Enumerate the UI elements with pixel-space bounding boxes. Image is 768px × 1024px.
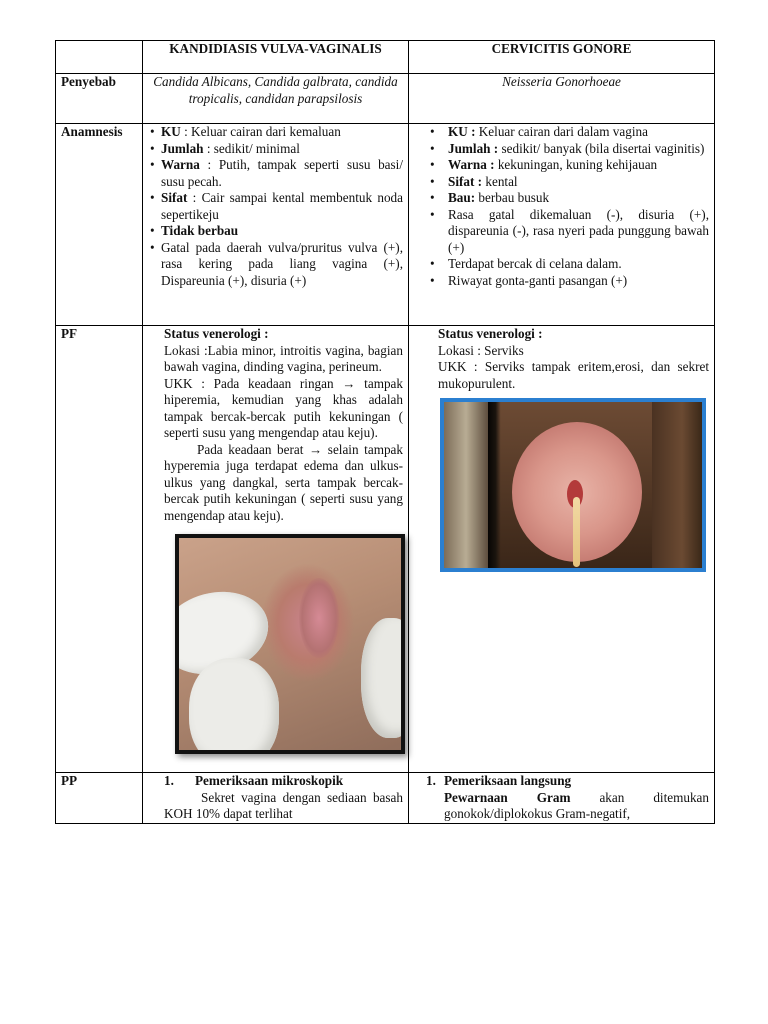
pf-cervicitis (409, 326, 715, 773)
anamnesis-item (148, 190, 403, 223)
label-anamnesis: Anamnesis (56, 124, 143, 326)
skin-lesion-shape (299, 578, 339, 658)
anamnesis-item-key: Sifat : (448, 173, 483, 189)
label-pf: PF (56, 326, 143, 773)
anamnesis-item (414, 157, 709, 174)
anamnesis-item (148, 157, 403, 190)
comparison-table (55, 40, 715, 824)
anamnesis-item (148, 141, 403, 158)
pf-kandidiasis-ukk-berat: Pada keadaan berat → selain tampak hyperemia juga terdapat edema dan ulkus-ulkus yang dangkal, serta tampak bercak-bercak putih kekuningan ( seperti susu yang mengendap atau keju). (164, 441, 403, 523)
anamnesis-item-key: Warna : (448, 157, 495, 172)
mucopurulent-discharge-shape (573, 497, 580, 567)
label-penyebab: Penyebab (56, 74, 143, 124)
anamnesis-item-key: Sifat (161, 190, 188, 205)
glove-shape (189, 658, 279, 754)
anamnesis-item-key: Tidak berbau (161, 223, 239, 238)
row-pf (56, 326, 715, 773)
anamnesis-item-text: : Cair sampai kental membentuk noda sepertikeju (161, 190, 403, 222)
anamnesis-item (414, 207, 709, 257)
anamnesis-item-key: Jumlah (161, 140, 204, 156)
pf-kandidiasis (143, 326, 409, 773)
pp-kandidiasis (143, 773, 409, 824)
anamnesis-item-text: kental (482, 173, 518, 189)
anamnesis-item (414, 124, 709, 141)
anamnesis-item-key: Jumlah : (448, 140, 499, 156)
pf-kandidiasis-title: Status venerologi : (164, 326, 269, 341)
glove-shape (361, 618, 405, 738)
header-empty-cell (56, 41, 143, 74)
penyebab-kandidiasis: Candida Albicans, Candida galbrata, candida tropicalis, candidan parapsilosis (143, 74, 409, 124)
anamnesis-item-text: : sedikit/ minimal (203, 140, 300, 156)
label-pp: PP (56, 773, 143, 824)
penyebab-cervicitis: Neisseria Gonorhoeae (409, 74, 715, 124)
anamnesis-item-key: Bau: (448, 190, 476, 205)
anamnesis-item-text: sedikit/ banyak (bila disertai vaginitis) (498, 140, 705, 156)
cervicitis-clinical-photo (440, 398, 706, 572)
pf-kandidiasis-lokasi: Lokasi :Labia minor, introitis vagina, bagian bawah vagina, dinding vagina, perineum. (164, 342, 403, 374)
anamnesis-item (414, 256, 709, 273)
anamnesis-item (148, 240, 403, 290)
row-pp (56, 773, 715, 824)
anamnesis-item (414, 174, 709, 191)
anamnesis-item (148, 124, 403, 141)
anamnesis-item-text: Gatal pada daerah vulva/pruritus vulva (+), rasa kering pada liang vagina (+), Dispareunia (+), disuria (+) (161, 239, 403, 288)
pp-cervicitis (409, 773, 715, 824)
speculum-shape (444, 402, 488, 568)
anamnesis-item (414, 190, 709, 207)
anamnesis-item-key: KU : (448, 124, 476, 139)
pf-cervicitis-title: Status venerologi : (438, 326, 543, 341)
anamnesis-item (148, 223, 403, 240)
pf-kandidiasis-ukk-ringan: UKK : Pada keadaan ringan → tampak hiperemia, kemudian yang khas adalah tampak bercak-bercak putih kekuningan ( seperti susu yang mengendap atau keju). (164, 375, 403, 440)
anamnesis-kandidiasis-list (148, 124, 403, 289)
anamnesis-item-text: : Keluar cairan dari kemaluan (180, 124, 341, 139)
anamnesis-kandidiasis (143, 124, 409, 326)
pf-cervicitis-lokasi: Lokasi : Serviks (438, 342, 524, 358)
anamnesis-item-text: Terdapat bercak di celana dalam. (448, 256, 622, 271)
header-cervicitis: CERVICITIS GONORE (409, 41, 715, 74)
anamnesis-item-text: berbau busuk (475, 190, 550, 205)
anamnesis-item-text: Rasa gatal dikemaluan (-), disuria (+), dispareunia (-), rasa nyeri pada punggung bawah (+) (448, 206, 709, 255)
pp-cervicitis-title: Pemeriksaan langsung (444, 773, 572, 788)
anamnesis-item-text: Keluar cairan dari dalam vagina (475, 124, 648, 139)
anamnesis-item-key: Warna (161, 157, 200, 172)
pp-cervicitis-subtitle: Pewarnaan Gram (444, 789, 571, 805)
anamnesis-item-text: : Putih, tampak seperti susu basi/ susu pecah. (161, 157, 403, 189)
row-penyebab (56, 74, 715, 124)
pp-cervicitis-number: 1. (426, 773, 436, 788)
header-row (56, 41, 715, 74)
pp-kandidiasis-number: 1. (164, 773, 174, 788)
anamnesis-item (414, 141, 709, 158)
anamnesis-cervicitis-list (414, 124, 709, 289)
pf-cervicitis-ukk: UKK : Serviks tampak eritem,erosi, dan sekret mukopurulent. (438, 359, 709, 391)
pp-kandidiasis-text: Sekret vagina dengan sediaan basah KOH 10% dapat terlihat (164, 789, 403, 821)
pp-cervicitis-text: akan ditemukan gonokok/diplokokus Gram-negatif, (444, 789, 709, 821)
header-kandidiasis: KANDIDIASIS VULVA-VAGINALIS (143, 41, 409, 74)
kandidiasis-clinical-photo (175, 534, 405, 754)
anamnesis-item (414, 273, 709, 290)
anamnesis-item-text: kekuningan, kuning kehijauan (494, 157, 658, 172)
anamnesis-item-key: KU (161, 124, 181, 139)
anamnesis-cervicitis (409, 124, 715, 326)
anamnesis-item-text: Riwayat gonta-ganti pasangan (+) (448, 272, 628, 288)
pp-kandidiasis-title: Pemeriksaan mikroskopik (195, 773, 344, 788)
tissue-shape (652, 402, 702, 568)
row-anamnesis (56, 124, 715, 326)
